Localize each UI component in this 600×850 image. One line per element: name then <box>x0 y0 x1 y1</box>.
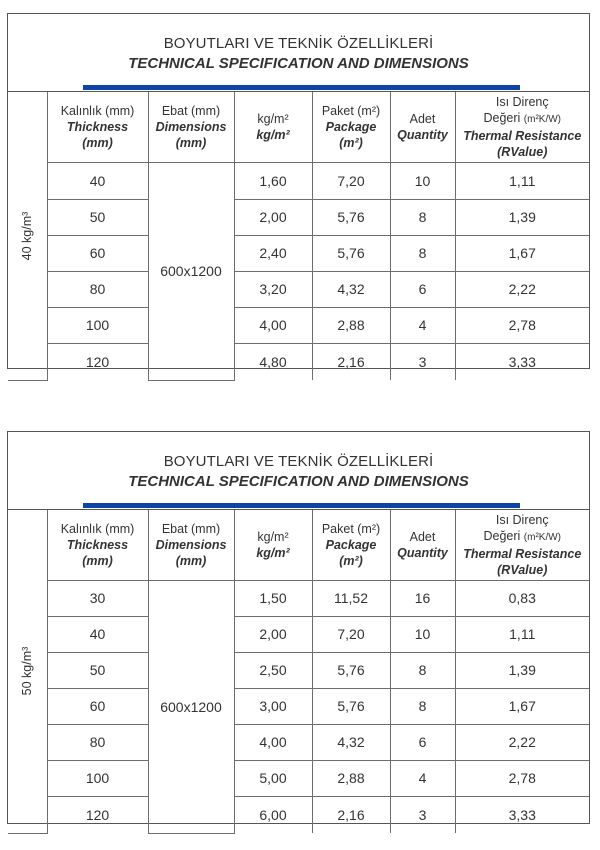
quantity-cell: 8 <box>390 652 455 688</box>
table-row <box>8 162 589 199</box>
col-thickness-header: Kalınlık (mm) Thickness (mm) <box>47 510 148 580</box>
density-label: 50 kg/m³ <box>20 646 35 696</box>
header-row <box>8 92 589 162</box>
col-thickness-header: Kalınlık (mm) Thickness (mm) <box>47 92 148 162</box>
table-row <box>8 652 589 688</box>
package-cell: 4,32 <box>312 271 390 307</box>
spec-grid <box>8 510 589 834</box>
table-row <box>8 580 589 616</box>
table-row <box>8 724 589 760</box>
package-cell: 5,76 <box>312 199 390 235</box>
spec-header <box>8 14 589 92</box>
density-label: 40 kg/m³ <box>20 211 35 261</box>
title-turkish: BOYUTLARI VE TEKNİK ÖZELLİKLERİ <box>163 35 434 52</box>
thickness-cell: 80 <box>47 724 148 760</box>
quantity-cell: 3 <box>390 796 455 833</box>
quantity-cell: 8 <box>390 199 455 235</box>
col-dimensions-header: Ebat (mm) Dimensions (mm) <box>148 92 234 162</box>
col-dimensions-header: Ebat (mm) Dimensions (mm) <box>148 510 234 580</box>
thickness-cell: 40 <box>47 616 148 652</box>
quantity-cell: 10 <box>390 616 455 652</box>
accent-bar <box>83 503 520 508</box>
quantity-cell: 6 <box>390 724 455 760</box>
col-quantity-header: Adet Quantity <box>390 92 455 162</box>
weight-cell: 1,60 <box>234 162 312 199</box>
dimensions-cell: 600x1200 <box>148 162 234 380</box>
weight-cell: 3,00 <box>234 688 312 724</box>
package-cell: 7,20 <box>312 162 390 199</box>
thickness-cell: 100 <box>47 760 148 796</box>
thermal-cell: 3,33 <box>455 343 589 380</box>
package-cell: 5,76 <box>312 235 390 271</box>
thermal-cell: 1,39 <box>455 652 589 688</box>
spec-table-50 <box>7 431 590 824</box>
col-weight-header: kg/m² kg/m² <box>234 510 312 580</box>
spec-table-40 <box>7 13 590 369</box>
spec-grid <box>8 92 589 381</box>
col-quantity-header: Adet Quantity <box>390 510 455 580</box>
col-thermal-header: Isı Direnç Değeri (m²K/W) Thermal Resistance (RValue) <box>455 510 589 580</box>
table-row <box>8 235 589 271</box>
header-row <box>8 510 589 580</box>
table-row <box>8 688 589 724</box>
package-cell: 2,16 <box>312 796 390 833</box>
package-cell: 5,76 <box>312 652 390 688</box>
package-cell: 7,20 <box>312 616 390 652</box>
quantity-cell: 6 <box>390 271 455 307</box>
quantity-cell: 10 <box>390 162 455 199</box>
quantity-cell: 16 <box>390 580 455 616</box>
package-cell: 5,76 <box>312 688 390 724</box>
table-row <box>8 796 589 833</box>
thickness-cell: 60 <box>47 688 148 724</box>
thermal-cell: 3,33 <box>455 796 589 833</box>
weight-cell: 2,00 <box>234 616 312 652</box>
thickness-cell: 30 <box>47 580 148 616</box>
thickness-cell: 50 <box>47 652 148 688</box>
thickness-cell: 60 <box>47 235 148 271</box>
package-cell: 4,32 <box>312 724 390 760</box>
quantity-cell: 3 <box>390 343 455 380</box>
thickness-cell: 40 <box>47 162 148 199</box>
weight-cell: 4,80 <box>234 343 312 380</box>
table-row <box>8 271 589 307</box>
package-cell: 2,88 <box>312 307 390 343</box>
thermal-cell: 2,78 <box>455 760 589 796</box>
thermal-cell: 1,67 <box>455 235 589 271</box>
thickness-cell: 100 <box>47 307 148 343</box>
col-thermal-header: Isı Direnç Değeri (m²K/W) Thermal Resistance (RValue) <box>455 92 589 162</box>
table-row <box>8 616 589 652</box>
title-turkish: BOYUTLARI VE TEKNİK ÖZELLİKLERİ <box>163 453 434 470</box>
weight-cell: 4,00 <box>234 724 312 760</box>
thermal-cell: 2,22 <box>455 724 589 760</box>
weight-cell: 3,20 <box>234 271 312 307</box>
thermal-cell: 1,11 <box>455 616 589 652</box>
table-row <box>8 199 589 235</box>
thickness-cell: 120 <box>47 343 148 380</box>
density-cell <box>8 510 47 833</box>
package-cell: 11,52 <box>312 580 390 616</box>
thermal-cell: 1,11 <box>455 162 589 199</box>
thermal-cell: 1,39 <box>455 199 589 235</box>
title-english: TECHNICAL SPECIFICATION AND DIMENSIONS <box>128 473 469 490</box>
density-cell <box>8 92 47 380</box>
weight-cell: 2,40 <box>234 235 312 271</box>
weight-cell: 2,00 <box>234 199 312 235</box>
thermal-cell: 2,22 <box>455 271 589 307</box>
quantity-cell: 8 <box>390 688 455 724</box>
dimensions-cell: 600x1200 <box>148 580 234 833</box>
thermal-cell: 0,83 <box>455 580 589 616</box>
table-row <box>8 343 589 380</box>
thermal-cell: 1,67 <box>455 688 589 724</box>
weight-cell: 1,50 <box>234 580 312 616</box>
package-cell: 2,16 <box>312 343 390 380</box>
thickness-cell: 50 <box>47 199 148 235</box>
quantity-cell: 4 <box>390 760 455 796</box>
thickness-cell: 120 <box>47 796 148 833</box>
weight-cell: 4,00 <box>234 307 312 343</box>
thickness-cell: 80 <box>47 271 148 307</box>
table-row <box>8 760 589 796</box>
weight-cell: 6,00 <box>234 796 312 833</box>
spec-header <box>8 432 589 510</box>
package-cell: 2,88 <box>312 760 390 796</box>
table-row <box>8 307 589 343</box>
accent-bar <box>83 85 520 90</box>
weight-cell: 2,50 <box>234 652 312 688</box>
col-package-header: Paket (m²) Package (m²) <box>312 92 390 162</box>
weight-cell: 5,00 <box>234 760 312 796</box>
quantity-cell: 8 <box>390 235 455 271</box>
col-weight-header: kg/m² kg/m² <box>234 92 312 162</box>
thermal-cell: 2,78 <box>455 307 589 343</box>
quantity-cell: 4 <box>390 307 455 343</box>
title-english: TECHNICAL SPECIFICATION AND DIMENSIONS <box>128 55 469 72</box>
col-package-header: Paket (m²) Package (m²) <box>312 510 390 580</box>
